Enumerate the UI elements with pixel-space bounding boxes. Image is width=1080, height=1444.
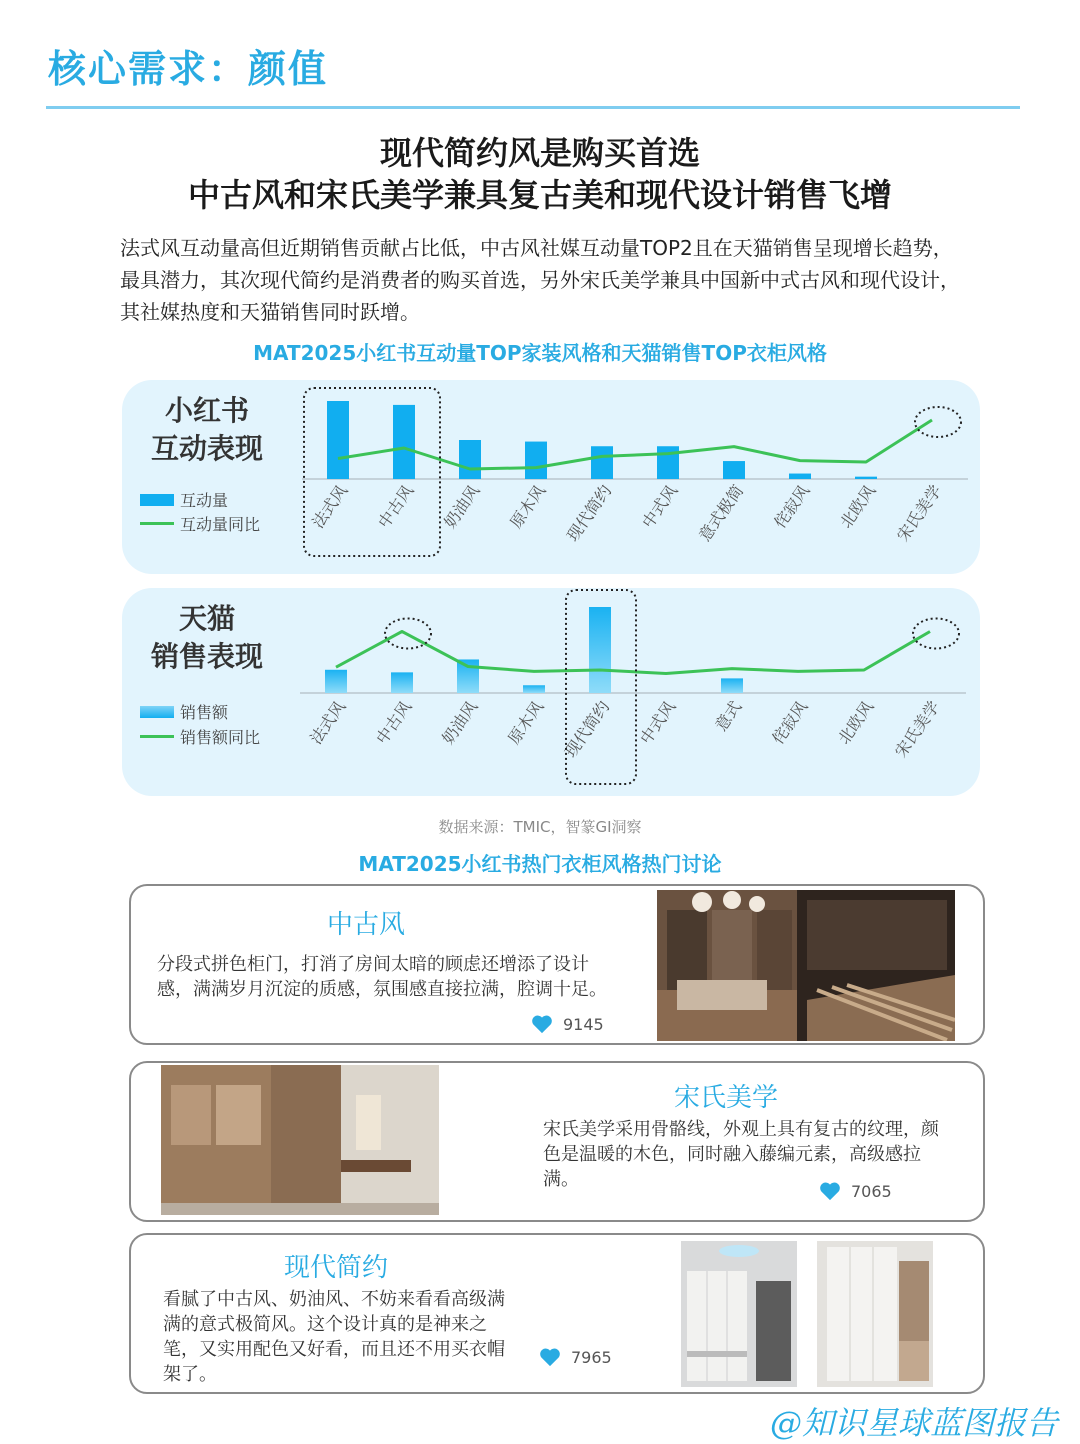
card-zhonggu xyxy=(129,884,985,1045)
category-label-北欧风: 北欧风 xyxy=(834,697,877,747)
bar-原木风 xyxy=(525,442,547,479)
room-photo xyxy=(657,890,955,1041)
category-label-现代简约: 现代简约 xyxy=(563,481,615,544)
card-title: 宋氏美学 xyxy=(601,1077,851,1114)
tmall-chart-panel xyxy=(122,588,980,796)
category-label-中古风: 中古风 xyxy=(372,697,415,747)
card-text: 宋氏美学采用骨骼线，外观上具有复古的纹理，颜色是温暖的木色，同时融入藤编元素，高级感拉满。 xyxy=(543,1117,943,1192)
white-wardrobe-photo xyxy=(681,1241,797,1387)
card-songshi xyxy=(129,1061,985,1222)
heart-icon xyxy=(539,1347,561,1367)
category-label-奶油风: 奶油风 xyxy=(438,697,481,747)
category-label-侘寂风: 侘寂风 xyxy=(770,481,813,531)
like-count-value: 9145 xyxy=(563,1015,604,1034)
legend-line-label: 互动量同比 xyxy=(180,512,260,535)
category-label-宋氏美学: 宋氏美学 xyxy=(893,481,945,544)
headline-line-2: 中古风和宋氏美学兼具复古美和现代设计销售飞增 xyxy=(0,170,1080,216)
bar-侘寂风 xyxy=(789,474,811,479)
category-label-意式: 意式 xyxy=(711,697,745,734)
legend-bar-label: 销售额 xyxy=(180,700,228,723)
line-互动量同比 xyxy=(338,420,932,469)
xhs-chart xyxy=(122,380,980,574)
highlight-box xyxy=(304,388,440,556)
tmall-chart-title-line1: 天猫 xyxy=(122,600,292,638)
category-label-原木风: 原木风 xyxy=(506,481,549,531)
highlight-circle-宋氏美学 xyxy=(913,619,959,649)
highlight-circle-宋氏美学 xyxy=(915,407,961,437)
like-count[interactable] xyxy=(539,1347,612,1367)
data-source: 数据来源：TMIC，智篆GI洞察 xyxy=(0,816,1080,837)
category-label-现代简约: 现代简约 xyxy=(561,697,613,760)
title-divider xyxy=(46,106,1020,109)
bar-奶油风 xyxy=(457,659,479,693)
category-label-意式极简: 意式极简 xyxy=(695,481,747,544)
like-count[interactable] xyxy=(819,1181,892,1201)
card-text: 看腻了中古风、奶油风、不妨来看看高级满满的意式极简风。这个设计真的是神来之笔，又实用配色又好看，而且还不用买衣帽架了。 xyxy=(163,1287,513,1387)
bar-中古风 xyxy=(393,405,415,479)
category-label-中古风: 中古风 xyxy=(374,481,417,531)
page-title: 核心需求：颜值 xyxy=(48,38,328,93)
bar-现代简约 xyxy=(591,446,613,479)
bar-法式风 xyxy=(325,670,347,693)
card-text: 分段式拼色柜门，打消了房间太暗的顾虑还增添了设计感，满满岁月沉淀的质感，氛围感直接拉满，腔调十足。 xyxy=(157,952,617,1002)
category-label-法式风: 法式风 xyxy=(308,481,351,531)
card-title: 现代简约 xyxy=(211,1247,461,1284)
bar-意式 xyxy=(721,678,743,693)
line-销售额同比 xyxy=(336,632,930,674)
chart-section-caption: MAT2025小红书互动量TOP家装风格和天猫销售TOP衣柜风格 xyxy=(0,337,1080,366)
bar-中古风 xyxy=(391,672,413,693)
bar-奶油风 xyxy=(459,440,481,479)
watermark: @知识星球蓝图报告 xyxy=(770,1398,1058,1444)
category-label-原木风: 原木风 xyxy=(504,697,547,747)
bar-意式极简 xyxy=(723,461,745,479)
headline-line-1: 现代简约风是购买首选 xyxy=(0,128,1080,174)
legend-bar-label: 互动量 xyxy=(180,488,228,511)
category-label-奶油风: 奶油风 xyxy=(440,481,483,531)
card-title: 中古风 xyxy=(241,904,491,941)
like-count[interactable] xyxy=(531,1014,604,1034)
category-label-中式风: 中式风 xyxy=(636,697,679,747)
like-count-value: 7965 xyxy=(571,1348,612,1367)
category-label-北欧风: 北欧风 xyxy=(836,481,879,531)
category-label-中式风: 中式风 xyxy=(638,481,681,531)
heart-icon xyxy=(531,1014,553,1034)
bar-中式风 xyxy=(657,446,679,479)
xhs-chart-title-line1: 小红书 xyxy=(122,392,292,430)
wardrobe-photo xyxy=(161,1065,439,1215)
tmall-chart xyxy=(122,588,980,796)
discussion-section-caption: MAT2025小红书热门衣柜风格热门讨论 xyxy=(0,848,1080,877)
legend-line-label: 销售额同比 xyxy=(180,725,260,748)
card-xiandai xyxy=(129,1233,985,1394)
bar-现代简约 xyxy=(589,607,611,693)
xhs-chart-panel xyxy=(122,380,980,574)
like-count-value: 7065 xyxy=(851,1182,892,1201)
category-label-法式风: 法式风 xyxy=(306,697,349,747)
xhs-chart-title-line2: 互动表现 xyxy=(122,430,292,468)
white-closet-photo xyxy=(817,1241,933,1387)
bar-原木风 xyxy=(523,685,545,693)
bar-法式风 xyxy=(327,401,349,479)
category-label-宋氏美学: 宋氏美学 xyxy=(891,697,943,760)
bar-北欧风 xyxy=(855,477,877,479)
tmall-chart-title-line2: 销售表现 xyxy=(122,638,292,676)
intro-paragraph: 法式风互动量高但近期销售贡献占比低，中古风社媒互动量TOP2且在天猫销售呈现增长趋势，最具潜力，其次现代简约是消费者的购买首选，另外宋氏美学兼具中国新中式古风和现代设计，其社媒热度和天猫销售同时跃增。 xyxy=(120,232,970,328)
category-label-侘寂风: 侘寂风 xyxy=(768,697,811,747)
heart-icon xyxy=(819,1181,841,1201)
